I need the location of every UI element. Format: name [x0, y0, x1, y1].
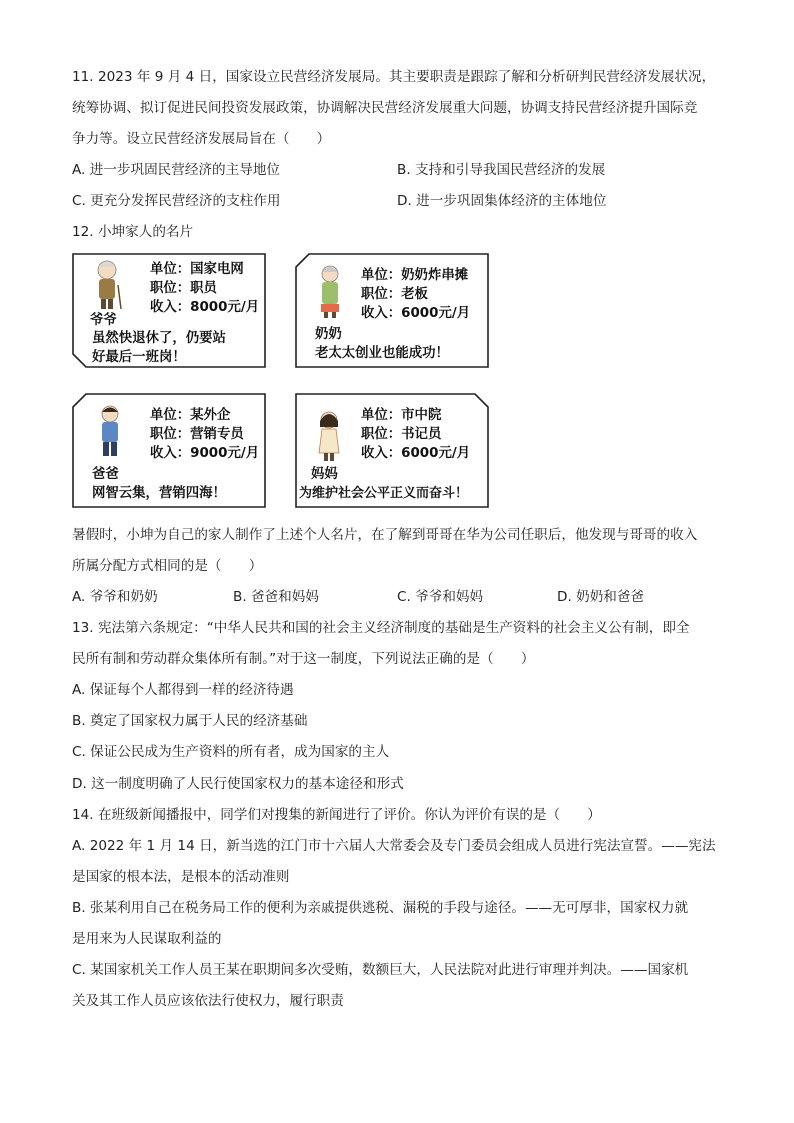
dad-income: 收入：9000元/月 — [150, 446, 260, 461]
q14-option-b-line-2: 是用来为人民谋取利益的 — [72, 931, 222, 947]
q11-stem-line-2: 统筹协调、拟订促进民间投资发展政策，协调解决民营经济发展重大问题，协调支持民营经济提升国际竞 — [72, 100, 698, 116]
mom-figure-icon — [315, 411, 343, 463]
q13-stem-line-2: 民所有制和劳动群众集体所有制。”对于这一制度，下列说法正确的是（ ） — [72, 651, 535, 667]
grandma-unit: 单位：奶奶炸串摊 — [361, 268, 469, 283]
grandma-slogan: 老太太创业也能成功！ — [315, 346, 449, 361]
grandpa-name: 爷爷 — [90, 313, 117, 328]
q14-option-a-line-2: 是国家的根本法，是根本的活动准则 — [72, 869, 290, 885]
q13-option-d: D. 这一制度明确了人民行使国家权力的基本途径和形式 — [72, 776, 404, 792]
q11-option-d: D. 进一步巩固集体经济的主体地位 — [397, 193, 607, 209]
business-card-grandma — [295, 253, 490, 368]
q12-option-a: A. 爷爷和奶奶 — [72, 589, 158, 605]
dad-name: 爸爸 — [92, 467, 119, 482]
q12-stem-line-1: 暑假时，小坤为自己的家人制作了上述个人名片，在了解到哥哥在华为公司任职后，他发现与哥哥的收入 — [72, 527, 698, 543]
grandpa-figure-icon — [90, 259, 124, 311]
q13-option-b: B. 奠定了国家权力属于人民的经济基础 — [72, 713, 308, 729]
dad-post: 职位：营销专员 — [150, 427, 244, 442]
q14-option-c-line-2: 关及其工作人员应该依法行使权力，履行职责 — [72, 993, 344, 1009]
business-card-mom — [295, 393, 490, 508]
grandpa-post: 职位：职员 — [150, 281, 217, 296]
q11-option-b: B. 支持和引导我国民营经济的发展 — [397, 162, 606, 178]
grandma-income: 收入：6000元/月 — [361, 306, 471, 321]
grandma-name: 奶奶 — [315, 327, 342, 342]
q14-stem: 14. 在班级新闻播报中，同学们对搜集的新闻进行了评价。你认为评价有误的是（ ） — [72, 807, 601, 823]
mom-name: 妈妈 — [311, 467, 338, 482]
business-card-dad — [72, 393, 267, 508]
dad-unit: 单位：某外企 — [150, 408, 231, 423]
mom-slogan: 为维护社会公平正义而奋斗！ — [299, 486, 469, 501]
mom-unit: 单位：市中院 — [361, 408, 442, 423]
dad-figure-icon — [96, 405, 124, 459]
grandpa-slogan-line-1: 虽然快退休了，仍要站 — [92, 331, 226, 346]
grandpa-slogan-line-2: 好最后一班岗！ — [92, 350, 186, 365]
q13-stem-line-1: 13. 宪法第六条规定：“中华人民共和国的社会主义经济制度的基础是生产资料的社会主义公有制，即全 — [72, 620, 690, 636]
q11-stem-line-3: 争力等。设立民营经济发展局旨在（ ） — [72, 131, 331, 147]
grandpa-income: 收入：8000元/月 — [150, 300, 260, 315]
business-card-grandpa — [72, 253, 267, 368]
q13-option-c: C. 保证公民成为生产资料的所有者，成为国家的主人 — [72, 744, 390, 760]
q12-option-d: D. 奶奶和爸爸 — [557, 589, 645, 605]
q11-option-c: C. 更充分发挥民营经济的支柱作用 — [72, 193, 281, 209]
q12-title: 12. 小坤家人的名片 — [72, 224, 194, 240]
mom-post: 职位：书记员 — [361, 427, 442, 442]
q11-option-a: A. 进一步巩固民营经济的主导地位 — [72, 162, 281, 178]
grandpa-unit: 单位：国家电网 — [150, 262, 244, 277]
q14-option-a-line-1: A. 2022 年 1 月 14 日，新当选的江门市十六届人大常委会及专门委员会组成人员进行宪法宣誓。——宪法 — [72, 838, 716, 854]
mom-income: 收入：6000元/月 — [361, 446, 471, 461]
q11-stem-line-1: 11. 2023 年 9 月 4 日，国家设立民营经济发展局。其主要职责是跟踪了解和分析研判民营经济发展状况， — [72, 69, 716, 85]
grandma-post: 职位：老板 — [361, 287, 428, 302]
q12-option-c: C. 爷爷和妈妈 — [397, 589, 484, 605]
dad-slogan: 网智云集，营销四海！ — [92, 486, 226, 501]
q12-option-b: B. 爸爸和妈妈 — [233, 589, 319, 605]
q14-option-c-line-1: C. 某国家机关工作人员王某在职期间多次受贿，数额巨大，人民法院对此进行审理并判决。——国家机 — [72, 962, 689, 978]
q13-option-a: A. 保证每个人都得到一样的经济待遇 — [72, 682, 294, 698]
q14-option-b-line-1: B. 张某利用自己在税务局工作的便利为亲戚提供逃税、漏税的手段与途径。——无可厚非，国家权力就 — [72, 900, 689, 916]
q12-stem-line-2: 所属分配方式相同的是（ ） — [72, 558, 263, 574]
grandma-figure-icon — [315, 265, 345, 319]
